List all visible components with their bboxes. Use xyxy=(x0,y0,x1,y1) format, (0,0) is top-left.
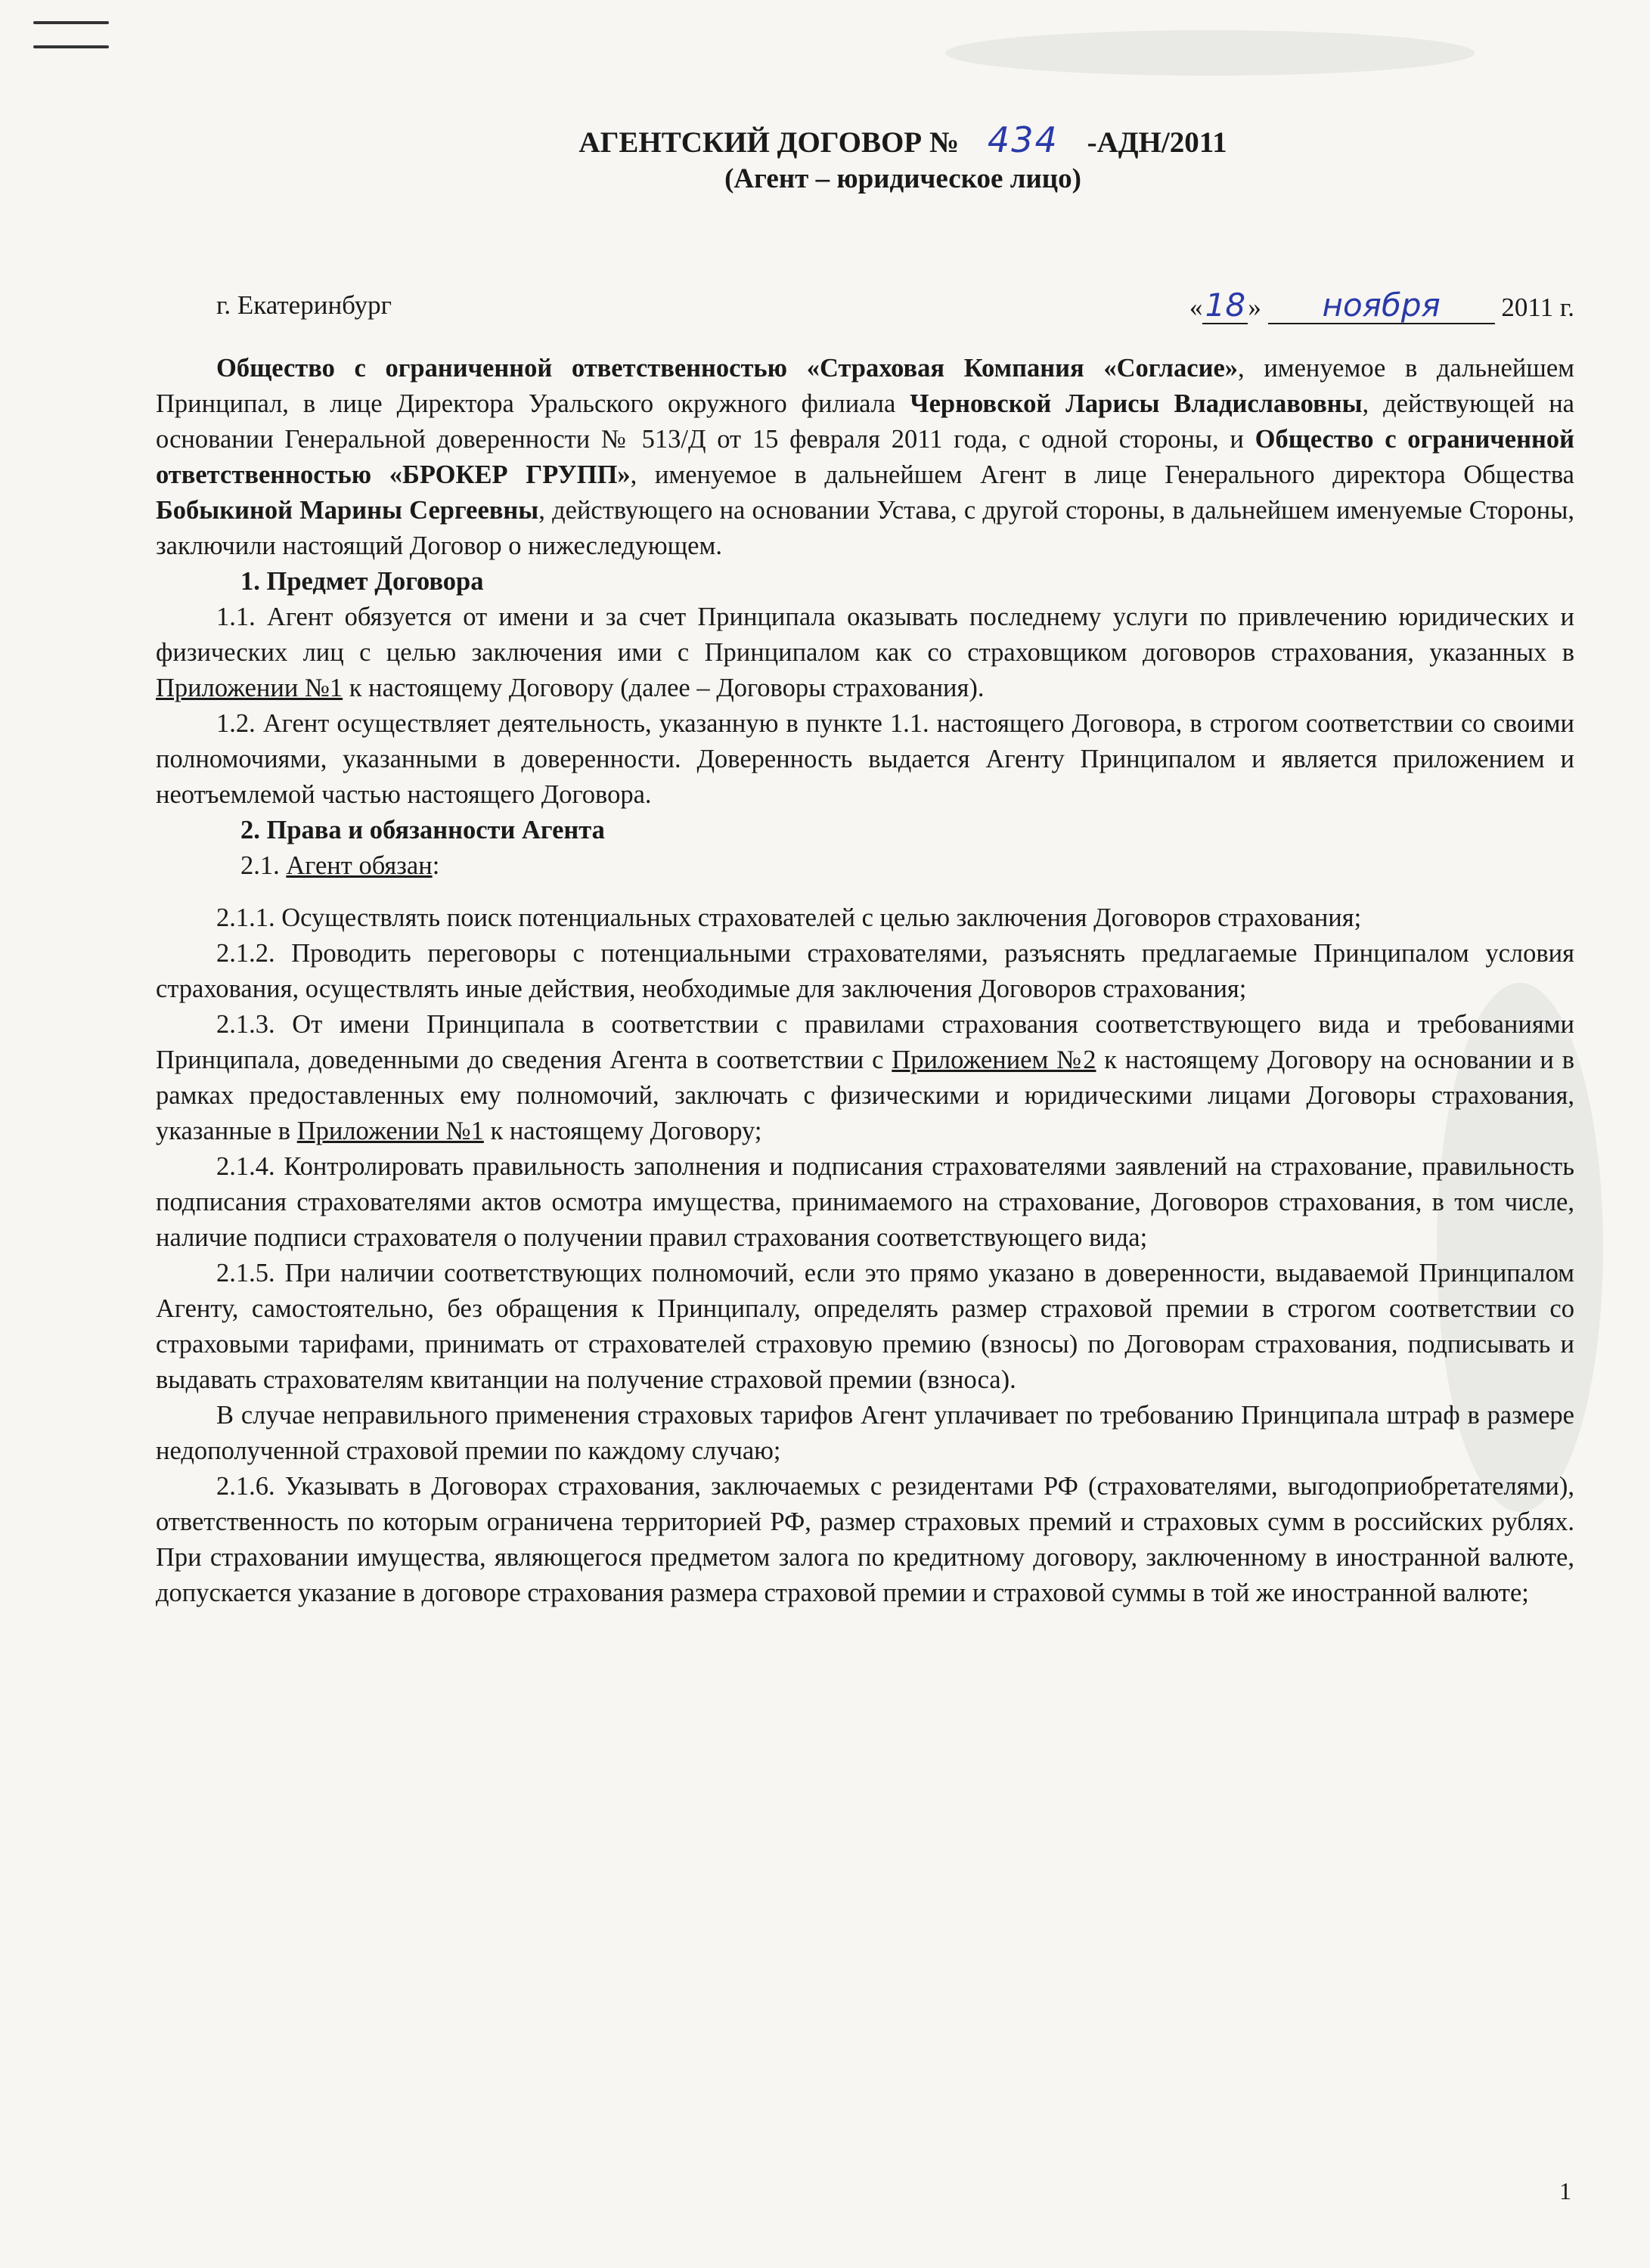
clause-2-1-3 xyxy=(156,1007,1574,1149)
principal-director-name: Черновской Ларисы Владиславовны xyxy=(910,389,1363,418)
section-2-heading: 2. Права и обязанности Агента xyxy=(240,816,605,844)
clause-text: 1.1. Агент обязуется от имени и за счет Принципала оказывать последнему услуги по привлечению юридических и физических лиц с целью заключения ими с Принципалом как со страховщиком договоров страхования, указанных в xyxy=(156,603,1574,667)
title-prefix: АГЕНТСКИЙ ДОГОВОР № xyxy=(578,126,960,159)
clause-1-2: 1.2. Агент осуществляет деятельность, указанную в пункте 1.1. настоящего Договора, в строгом соответствии со своими полномочиями, указанными в доверенности. Доверенность выдается Агенту Принципалом и является приложением и неотъемлемой частью настоящего Договора. xyxy=(156,709,1574,809)
clause-number: 2.1. xyxy=(240,851,287,880)
scan-artifact-mark xyxy=(33,21,109,64)
clause-2-1 xyxy=(240,848,1574,884)
clause-text: к настоящему Договору; xyxy=(483,1117,762,1145)
agent-name: Общество с ограниченной ответственностью «БРОКЕР ГРУПП» xyxy=(156,425,1574,489)
page-number: 1 xyxy=(1559,2177,1571,2204)
handwritten-contract-number: 434 xyxy=(987,119,1059,160)
agent-obligations-label: Агент обязан xyxy=(286,851,433,880)
handwritten-date-month: ноября xyxy=(1268,287,1495,324)
document-subtitle: (Агент – юридическое лицо) xyxy=(724,163,1081,194)
city-date-line xyxy=(216,287,1574,325)
clause-text: 2.1.3. От имени Принципала в соответствии с правилами страхования соответствующего вида и требованиями Принципала, доведенными до сведения Агента в соответствии с xyxy=(156,1010,1574,1074)
title-suffix: -АДН/2011 xyxy=(1087,126,1227,159)
scan-smudge xyxy=(945,30,1475,76)
clause-text: : xyxy=(432,851,440,880)
preamble xyxy=(156,351,1574,564)
preamble-text: , действующей на основании Генеральной доверенности № 513/Д от 15 февраля 2011 года, с одной стороны, и xyxy=(156,389,1574,454)
date-year: 2011 г. xyxy=(1501,293,1574,322)
city: г. Екатеринбург xyxy=(216,290,392,320)
clause-2-1-6: 2.1.6. Указывать в Договорах страхования, заключаемых с резидентами РФ (страхователями, выгодоприобретателями), ответственность по которым ограничена территорией РФ, размер страховых премий и страховых сумм в российских рублях. При страховании имущества, являющегося предметом залога по кредитному договору, заключенному в иностранной валюте, допускается указание в договоре страхования размера страховой премии и страховой суммы в той же иностранной валюте; xyxy=(156,1472,1574,1607)
date-close-quote: » xyxy=(1248,293,1261,322)
preamble-text: , именуемое в дальнейшем Агент в лице Генерального директора Общества xyxy=(630,460,1574,489)
appendix-1-reference: Приложении №1 xyxy=(296,1117,484,1145)
clause-2-1-5-penalty: В случае неправильного применения страховых тарифов Агент уплачивает по требованию Принципала штраф в размере недополученной страховой премии по каждому случаю; xyxy=(156,1401,1574,1465)
document-title xyxy=(231,121,1574,162)
appendix-1-reference: Приложении №1 xyxy=(156,674,343,702)
clause-2-1-2: 2.1.2. Проводить переговоры с потенциальными страхователями, разъяснять предлагаемые Принципалом условия страхования, осуществлять иные действия, необходимые для заключения Договоров страхования; xyxy=(156,939,1574,1003)
agent-director-name: Бобыкиной Марины Сергеевны xyxy=(156,496,539,525)
principal-name: Общество с ограниченной ответственностью «Страховая Компания «Согласие» xyxy=(216,354,1239,383)
section-1-heading: 1. Предмет Договора xyxy=(240,567,484,596)
handwritten-date-day: 18 xyxy=(1202,287,1248,324)
clause-2-1-5: 2.1.5. При наличии соответствующих полномочий, если это прямо указано в доверенности, выдаваемой Принципалом Агенту, самостоятельно, без обращения к Принципалу, определять размер страховой премии в строгом соответствии со страховыми тарифами, принимать от страхователей страховую премию (взносы) по Договорам страхования, подписывать и выдавать страхователям квитанции на получение страховой премии (взноса). xyxy=(156,1259,1574,1394)
contract-date xyxy=(1189,287,1574,325)
date-open-quote: « xyxy=(1189,293,1203,322)
clause-2-1-1: 2.1.1. Осуществлять поиск потенциальных страхователей с целью заключения Договоров страхования; xyxy=(216,903,1362,932)
clause-1-1 xyxy=(156,600,1574,706)
clause-text: к настоящему Договору (далее – Договоры страхования). xyxy=(343,674,985,702)
preamble-text: , именуемое в дальнейшем Принципал, в лице Директора Уральского окружного филиала xyxy=(156,354,1574,418)
clause-text: к настоящему Договору на основании и в рамках предоставленных ему полномочий, заключать с физическими и юридическими лицами Договоры страхования, указанные в xyxy=(156,1046,1574,1145)
preamble-text: , действующего на основании Устава, с другой стороны, в дальнейшем именуемые Стороны, заключили настоящий Договор о нижеследующем. xyxy=(156,496,1574,560)
clause-2-1-4: 2.1.4. Контролировать правильность заполнения и подписания страхователями заявлений на страхование, правильность подписания страхователями актов осмотра имущества, принимаемого на страхование, Договоров страхования, в том числе, наличие подписи страхователя о получении правил страхования соответствующего вида; xyxy=(156,1152,1574,1252)
document-body xyxy=(156,121,1574,1611)
appendix-2-reference: Приложением №2 xyxy=(892,1046,1096,1074)
